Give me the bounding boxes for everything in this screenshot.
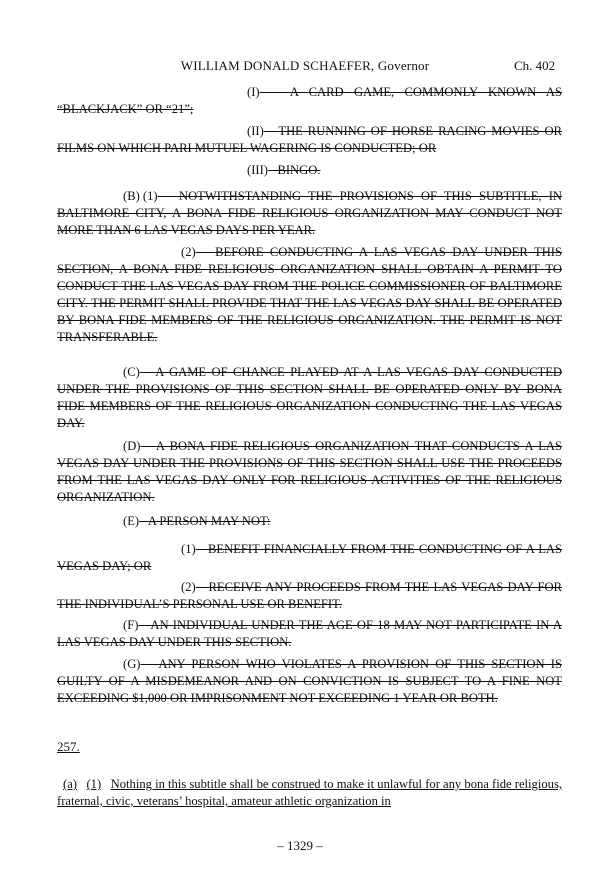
clause-text: NOTWITHSTANDING THE PROVISIONS OF THIS SUBTITLE, IN BALTIMORE CITY, A BONA FIDE RELIGIOUS ORGANIZATION MAY CONDUCT NOT MORE THAN 6 LAS VEGAS DAYS PER YEAR. bbox=[57, 189, 562, 237]
clause-mark: (I) bbox=[247, 85, 260, 99]
clause-mark: (C) bbox=[123, 365, 140, 379]
clause-text: BEFORE CONDUCTING A LAS VEGAS DAY UNDER THIS SECTION, A BONA FIDE RELIGIOUS ORGANIZATION SHALL OBTAIN A PERMIT TO CONDUCT THE LAS VEGAS DAY FROM THE POLICE COMMISSIONER OF BALTIMORE CITY. THE PERMIT SHALL PROVIDE THAT THE LAS VEGAS DAY SHALL BE OPERATED BY BONA FIDE MEMBERS OF THE RELIGIOUS ORGANIZATION. THE PERMIT IS NOT TRANSFERABLE. bbox=[57, 245, 562, 344]
subsection-d bbox=[57, 438, 562, 506]
clause-mark: (1) bbox=[181, 542, 196, 556]
clause-text: A PERSON MAY NOT: bbox=[147, 514, 271, 528]
subsection-e-1 bbox=[57, 541, 562, 575]
clause-mark: (F) bbox=[123, 618, 139, 632]
subsection-b-2 bbox=[57, 244, 562, 346]
subsection-e-2 bbox=[57, 579, 562, 613]
subsection-f bbox=[57, 617, 562, 651]
chapter-number: Ch. 402 bbox=[514, 58, 556, 73]
subsection-g bbox=[57, 656, 562, 707]
clause-text: A CARD GAME, COMMONLY KNOWN AS “BLACKJACK” OR “21”; bbox=[57, 85, 562, 116]
clause-text: ANY PERSON WHO VIOLATES A PROVISION OF THIS SECTION IS GUILTY OF A MISDEMEANOR AND ON CONVICTION IS SUBJECT TO A FINE NOT EXCEEDING $1,000 OR IMPRISONMENT NOT EXCEEDING 1 YEAR OR BOTH. bbox=[57, 657, 562, 705]
clause-text: A BONA FIDE RELIGIOUS ORGANIZATION THAT CONDUCTS A LAS VEGAS DAY UNDER THE PROVISIONS OF THIS SECTION SHALL USE THE PROCEEDS FROM THE LAS VEGAS DAY ONLY FOR RELIGIOUS ACTIVITIES OF THE RELIGIOUS ORGANIZATION. bbox=[57, 439, 562, 504]
clause-mark: (1) bbox=[86, 777, 102, 791]
subsection-e bbox=[57, 513, 562, 530]
clause-ii bbox=[57, 123, 562, 157]
clause-iii bbox=[57, 162, 562, 179]
clause-mark: (B) (1) bbox=[123, 189, 158, 203]
running-header-title: WILLIAM DONALD SCHAEFER, Governor bbox=[180, 58, 430, 73]
clause-mark: (D) bbox=[123, 439, 141, 453]
clause-mark: (2) bbox=[181, 580, 196, 594]
clause-text: BINGO. bbox=[277, 163, 321, 177]
clause-mark: (II) bbox=[247, 124, 264, 138]
section-257-a-1 bbox=[57, 776, 562, 810]
clause-mark: (E) bbox=[123, 514, 140, 528]
page-number: – 1329 – bbox=[277, 838, 323, 853]
clause-text: BENEFIT FINANCIALLY FROM THE CONDUCTING OF A LAS VEGAS DAY; OR bbox=[57, 542, 562, 573]
clause-i bbox=[57, 84, 562, 118]
clause-mark: (G) bbox=[123, 657, 141, 671]
clause-text: RECEIVE ANY PROCEEDS FROM THE LAS VEGAS DAY FOR THE INDIVIDUAL’S PERSONAL USE OR BENEFIT. bbox=[57, 580, 562, 611]
section-number: 257. bbox=[57, 739, 80, 754]
clause-text: THE RUNNING OF HORSE RACING MOVIES OR FILMS ON WHICH PARI MUTUEL WAGERING IS CONDUCTED; OR bbox=[57, 124, 562, 155]
clause-text: AN INDIVIDUAL UNDER THE AGE OF 18 MAY NOT PARTICIPATE IN A LAS VEGAS DAY UNDER THIS SECTION. bbox=[57, 618, 562, 649]
clause-mark: (2) bbox=[181, 245, 196, 259]
subsection-b-1 bbox=[57, 188, 562, 239]
clause-text: A GAME OF CHANCE PLAYED AT A LAS VEGAS DAY CONDUCTED UNDER THE PROVISIONS OF THIS SECTION SHALL BE OPERATED ONLY BY BONA FIDE MEMBERS OF THE RELIGIOUS ORGANIZATION CONDUCTING THE LAS VEGAS DAY. bbox=[57, 365, 562, 430]
clause-text: Nothing in this subtitle shall be construed to make it unlawful for any bona fide religious, fraternal, civic, veterans’ hospital, amateur athletic organization in bbox=[57, 777, 562, 808]
subsection-c bbox=[57, 364, 562, 432]
clause-mark: (III) bbox=[247, 163, 268, 177]
clause-mark: (a) bbox=[63, 777, 77, 791]
